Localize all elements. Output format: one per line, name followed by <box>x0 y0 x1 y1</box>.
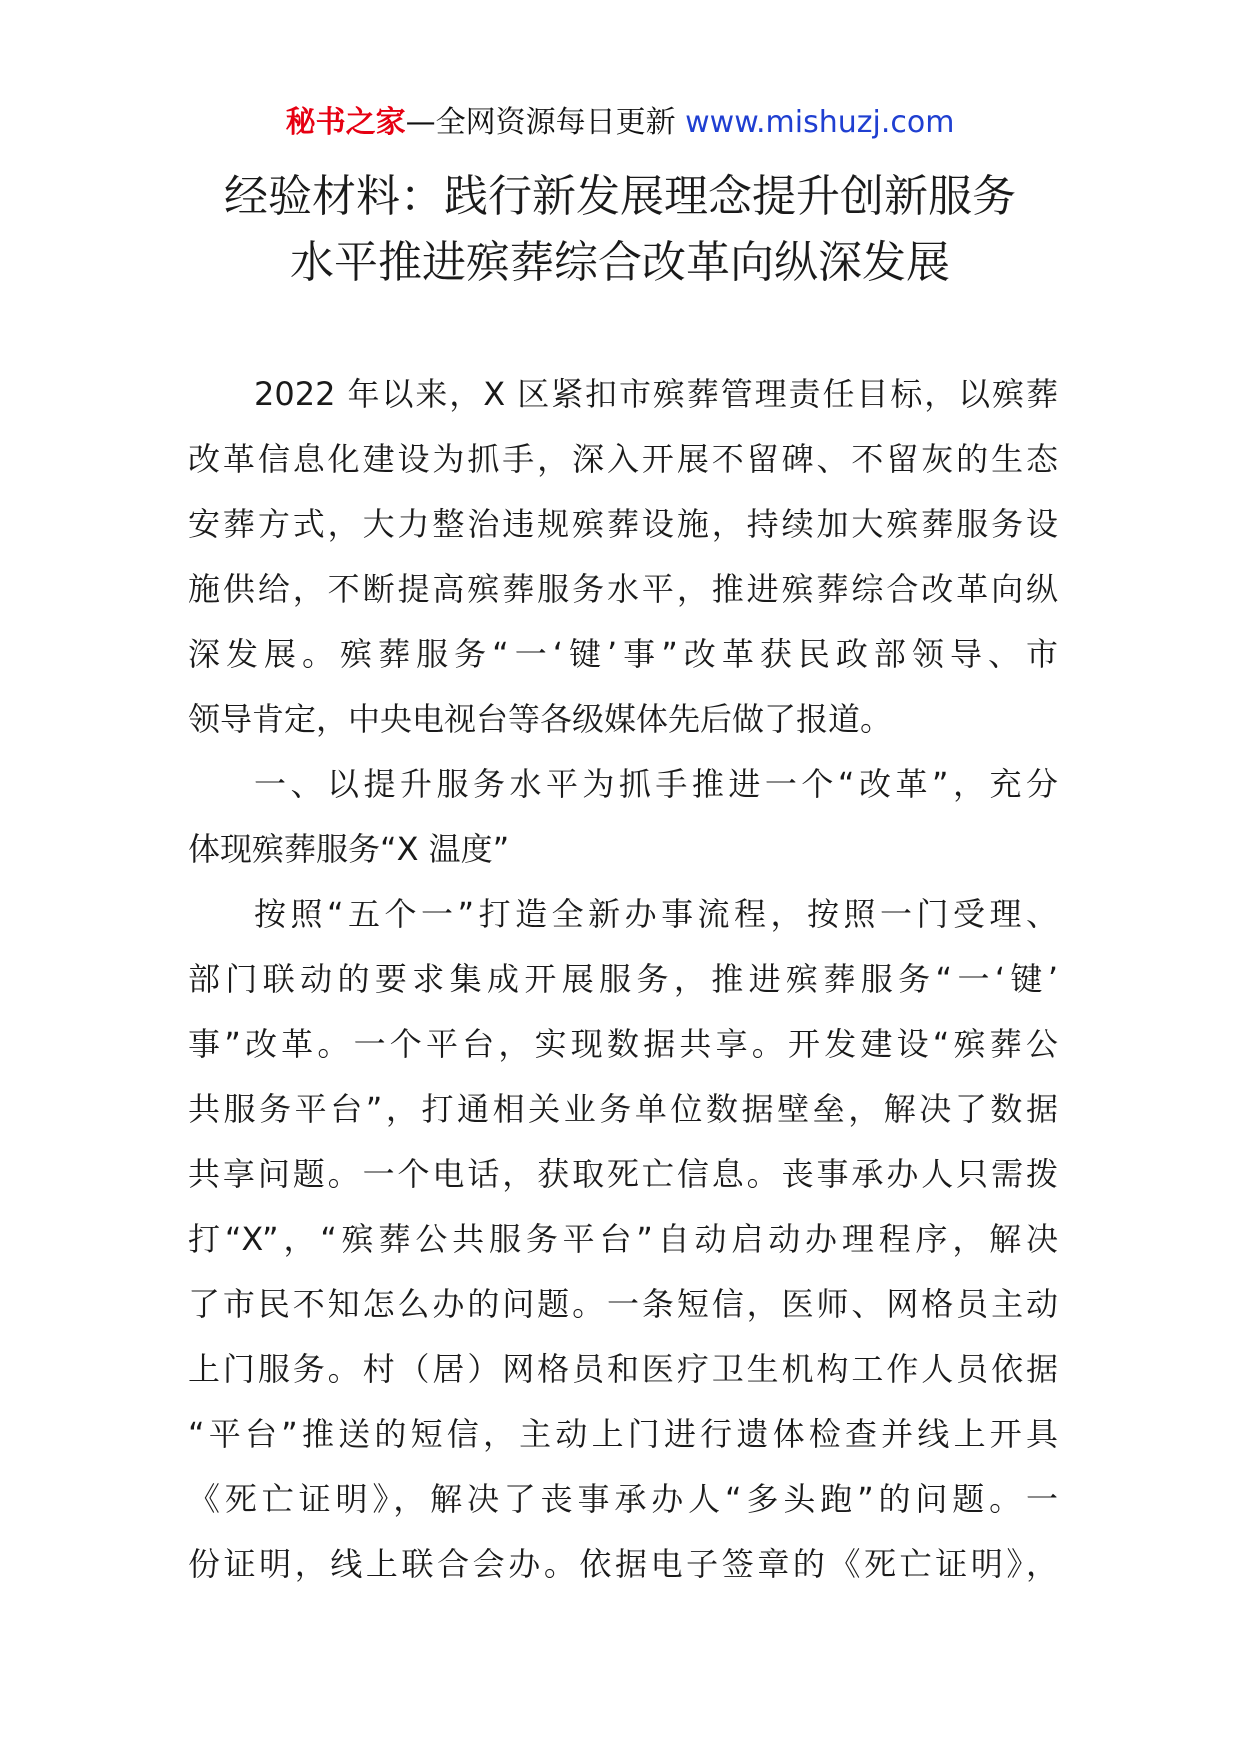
site-url-link[interactable]: www.mishuzj.com <box>685 105 955 140</box>
body-line: 部门联动的要求集成开展服务，推进殡葬服务“一‘键’ <box>188 960 1058 998</box>
body-line: 《死亡证明》，解决了丧事承办人“多头跑”的问题。一 <box>188 1480 1058 1518</box>
body-line: 上门服务。村（居）网格员和医疗卫生机构工作人员依据 <box>188 1350 1058 1388</box>
body-line: 份证明，线上联合会办。依据电子签章的《死亡证明》， <box>188 1545 1058 1583</box>
body-line: 深发展。殡葬服务“一‘键’事”改革获民政部领导、市 <box>188 635 1058 673</box>
brand-name: 秘书之家 <box>285 105 406 140</box>
body-line: 共享问题。一个电话，获取死亡信息。丧事承办人只需拨 <box>188 1155 1058 1193</box>
section-heading-line: 体现殡葬服务“X 温度” <box>188 830 510 868</box>
site-banner <box>0 103 1240 143</box>
body-line: 施供给，不断提高殡葬服务水平，推进殡葬综合改革向纵 <box>188 570 1058 608</box>
body-line: 事”改革。一个平台，实现数据共享。开发建设“殡葬公 <box>188 1025 1058 1063</box>
body-line: “平台”推送的短信，主动上门进行遗体检查并线上开具 <box>188 1415 1058 1453</box>
body-line: 按照“五个一”打造全新办事流程，按照一门受理、 <box>254 895 1058 933</box>
body-line: 共服务平台”，打通相关业务单位数据壁垒，解决了数据 <box>188 1090 1058 1128</box>
document-body <box>188 362 1058 1597</box>
banner-tagline: —全网资源每日更新 <box>405 105 686 140</box>
body-line: 领导肯定，中央电视台等各级媒体先后做了报道。 <box>188 700 893 738</box>
body-line: 2022 年以来，X 区紧扣市殡葬管理责任目标，以殡葬 <box>254 375 1058 413</box>
body-line: 改革信息化建设为抓手，深入开展不留碑、不留灰的生态 <box>188 440 1058 478</box>
body-line: 了市民不知怎么办的问题。一条短信，医师、网格员主动 <box>188 1285 1058 1323</box>
title-line-1: 经验材料：践行新发展理念提升创新服务 <box>224 171 1016 222</box>
section-heading-line: 一、以提升服务水平为抓手推进一个“改革”，充分 <box>254 765 1058 803</box>
document-title <box>0 164 1240 296</box>
body-line: 安葬方式，大力整治违规殡葬设施，持续加大殡葬服务设 <box>188 505 1058 543</box>
body-line: 打“X”，“殡葬公共服务平台”自动启动办理程序，解决 <box>188 1220 1058 1258</box>
title-line-2: 水平推进殡葬综合改革向纵深发展 <box>290 237 950 288</box>
